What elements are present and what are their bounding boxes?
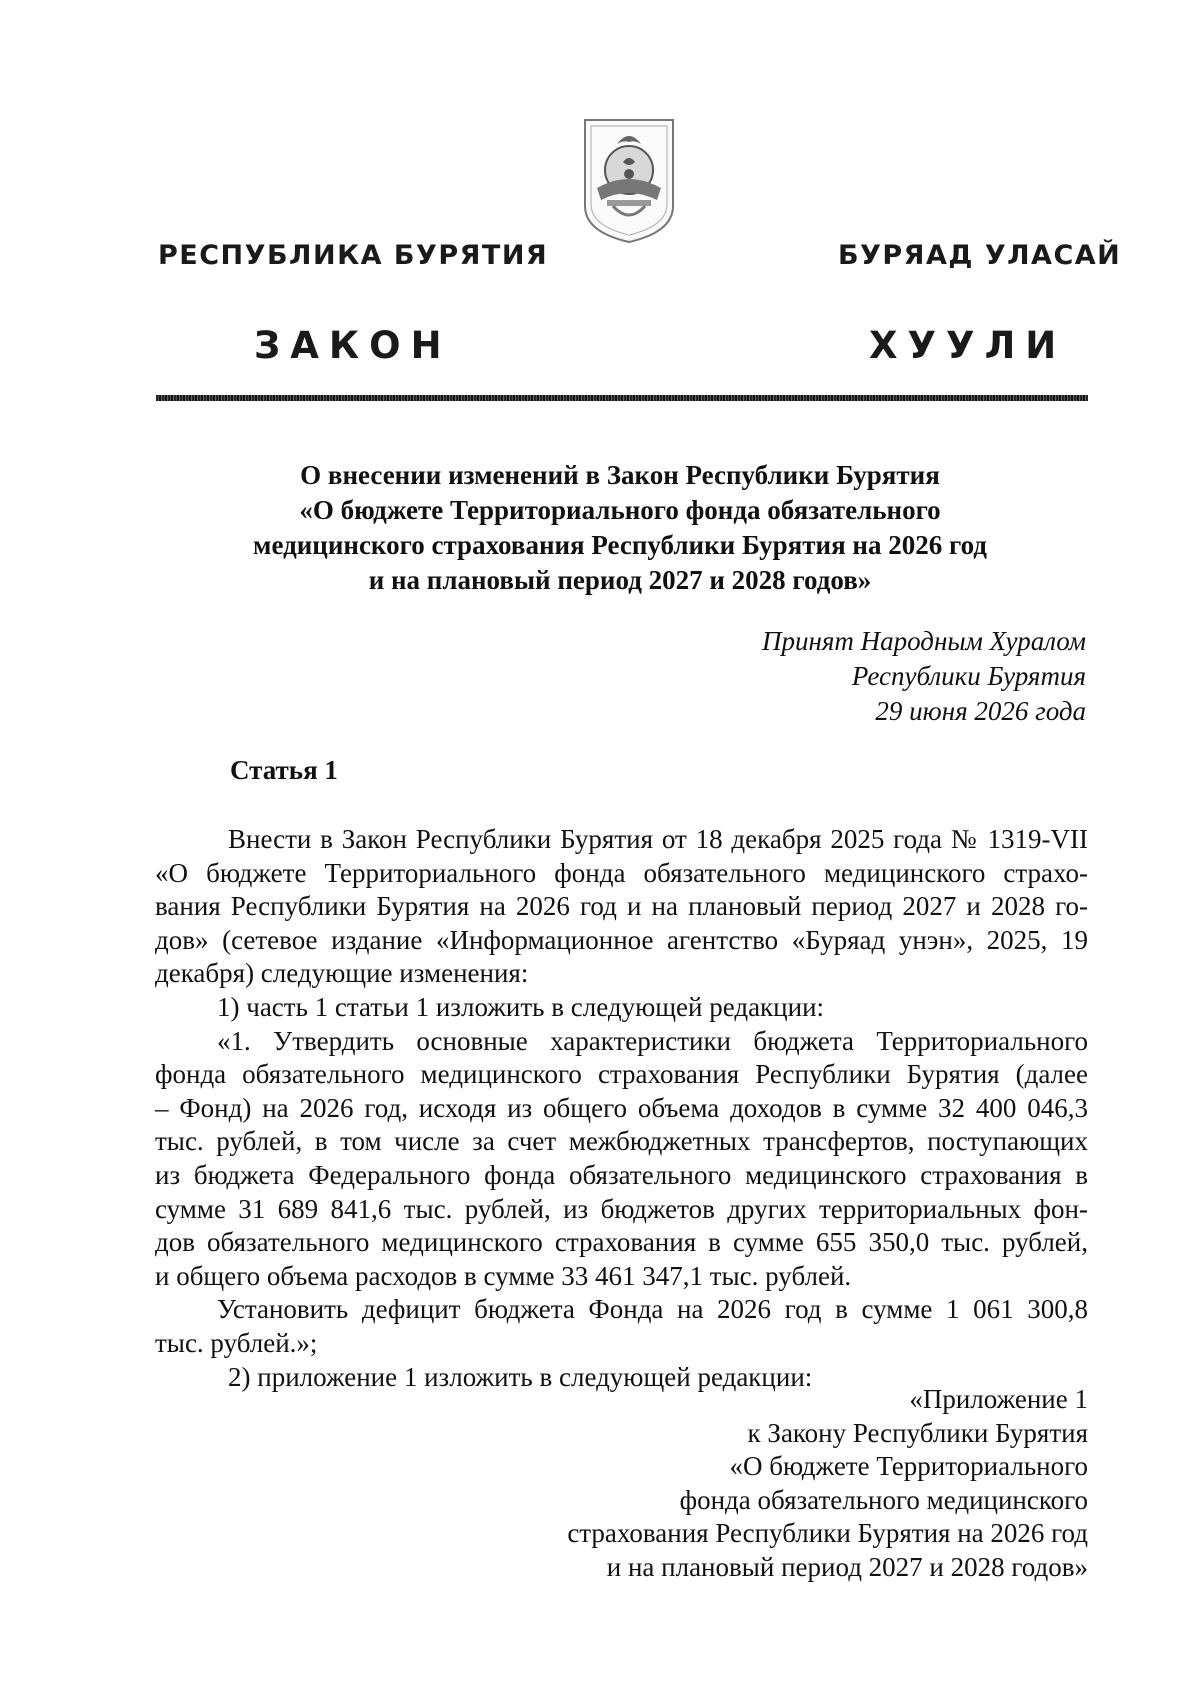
republic-name-buryat: БУРЯАД УЛАСАЙ [838,240,1122,271]
appendix-line: страхования Республики Бурятия на 2026 год [567,1518,1088,1549]
law-label-russian: ЗАКОН [254,324,452,367]
body-line: «1. Утвердить основные характеристики бюджета Территориального [217,1025,1088,1056]
adoption-note [640,624,1086,729]
buryatia-coat-of-arms-icon [577,114,681,246]
body-line: Внести в Закон Республики Бурятия от 18 декабря 2025 года № 1319-VII [228,824,1088,854]
body-line: тыс. рублей.»; [155,1327,318,1358]
body-line: тыс. рублей, в том числе за счет межбюджетных трансфертов, поступающих [155,1126,1088,1157]
adoption-note-line: Принят Народным Хуралом [761,626,1086,656]
adoption-note-line: Республики Бурятия [851,661,1086,691]
appendix-line: фонда обязательного медицинского [679,1484,1088,1515]
republic-name-russian: РЕСПУБЛИКА БУРЯТИЯ [158,240,549,271]
appendix-line: к Закону Республики Бурятия [747,1417,1088,1448]
appendix-line: и на плановый период 2027 и 2028 годов» [606,1551,1088,1582]
body-line: – Фонд) на 2026 год, исходя из общего объема доходов в сумме 32 400 046,3 [155,1092,1088,1123]
law-title-line: и на плановый период 2027 и 2028 годов» [368,565,872,595]
body-line: сумме 31 689 841,6 тыс. рублей, из бюджетов других территориальных фон- [155,1193,1088,1224]
law-title-line: О внесении изменений в Закон Республики Бурятия [300,460,940,490]
article-body [155,823,1088,1394]
body-line: 1) часть 1 статьи 1 изложить в следующей редакции: [217,991,825,1022]
appendix-line: «Приложение 1 [909,1384,1088,1414]
body-line: Установить дефицит бюджета Фонда на 2026 год в сумме 1 061 300,8 [217,1294,1088,1325]
law-title-line: медицинского страхования Республики Бурятия на 2026 год [253,530,987,560]
appendix-heading [500,1383,1088,1585]
body-line: и общего объема расходов в сумме 33 461 347,1 тыс. рублей. [155,1260,852,1291]
body-line: фонда обязательного медицинского страхования Республики Бурятия (далее [155,1059,1088,1090]
body-line: вания Республики Бурятия на 2026 год и на плановый период 2027 и 2028 го- [155,891,1088,922]
body-line: дов» (сетевое издание «Информационное агентство «Буряад унэн», 2025, 19 [155,924,1088,955]
body-line: из бюджета Федерального фонда обязательного медицинского страхования в [155,1159,1088,1190]
body-line: дов обязательного медицинского страхования в сумме 655 350,0 тыс. рублей, [155,1227,1088,1258]
adoption-date: 29 июня 2026 года [875,696,1086,726]
law-title-line: «О бюджете Территориального фонда обязательного [299,495,941,525]
appendix-line: «О бюджете Территориального [729,1451,1088,1482]
law-title [150,458,1090,598]
article-heading: Статья 1 [230,755,338,785]
body-line: декабря) следующие изменения: [155,958,529,989]
body-line: «О бюджете Территориального фонда обязательного медицинского страхо- [155,857,1088,888]
header-divider [156,395,1088,401]
body-line: 2) приложение 1 изложить в следующей редакции: [228,1361,813,1392]
law-label-buryat: ХУУЛИ [869,324,1067,367]
